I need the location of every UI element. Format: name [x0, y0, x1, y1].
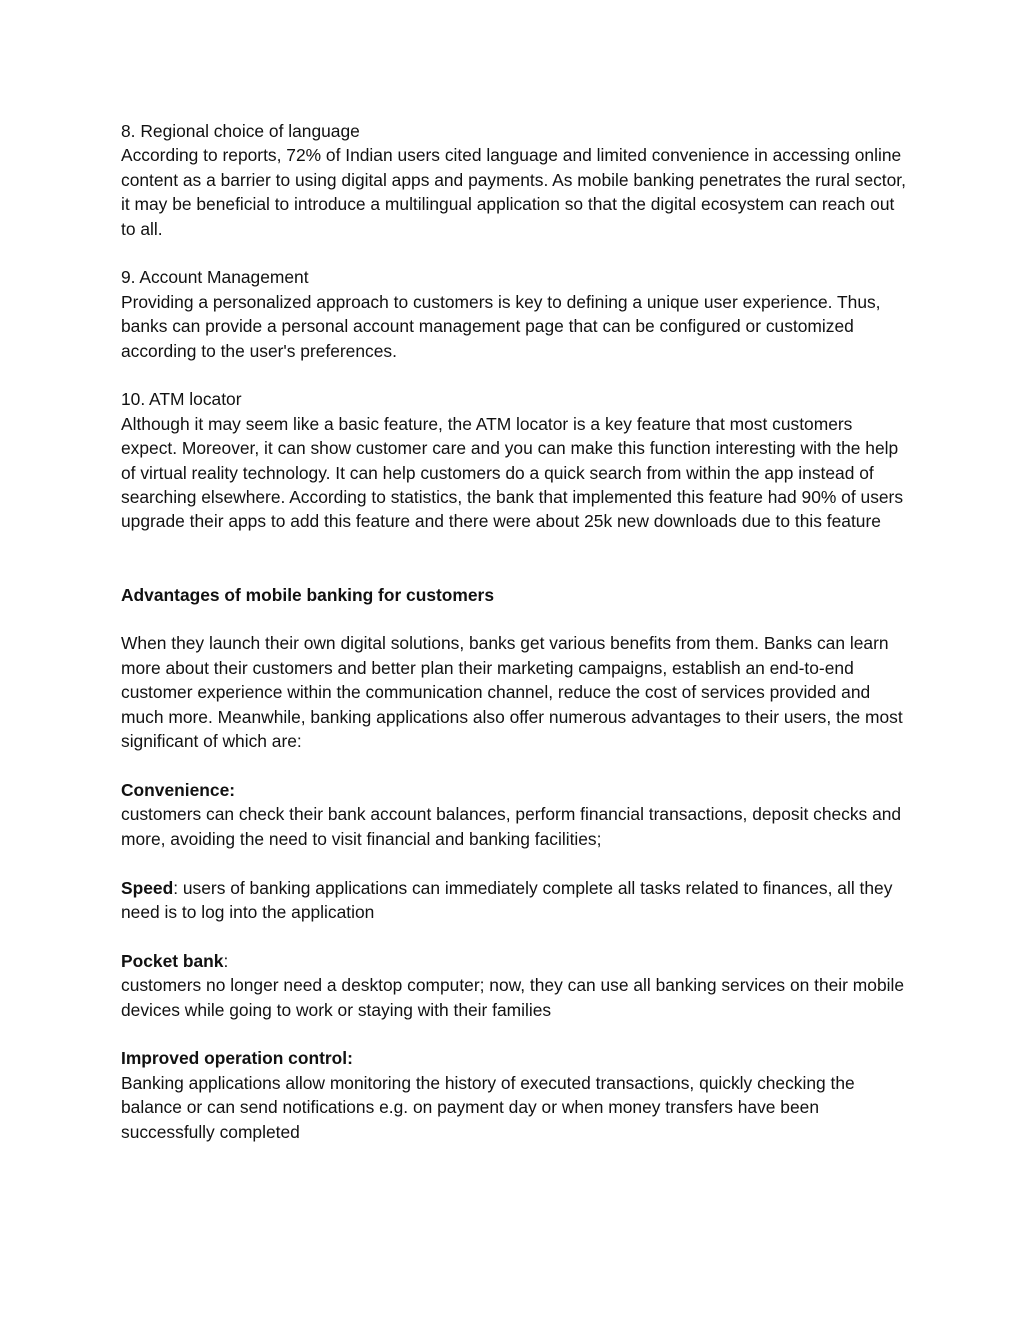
spacer [121, 851, 911, 875]
spacer [121, 363, 911, 387]
pocket-bank-heading [121, 949, 911, 973]
pocket-bank-colon: : [223, 950, 229, 971]
speed-label: Speed [121, 877, 174, 898]
spacer [121, 754, 911, 778]
pocket-bank-label: Pocket bank [121, 950, 224, 971]
section-heading-atm-locator: 10. ATM locator [121, 389, 242, 410]
spacer [121, 924, 911, 948]
pocket-bank-text: customers no longer need a desktop computer; now, they can use all banking services on their mobile devices while going to work or staying with their families [121, 975, 905, 1020]
spacer [121, 241, 911, 265]
advantages-title: Advantages of mobile banking for customers [121, 584, 494, 605]
speed-text: : users of banking applications can immediately complete all tasks related to finances, all they need is to log into the application [121, 877, 893, 922]
section-body-account-management: Providing a personalized approach to customers is key to defining a unique user experience. Thus, banks can provide a personal account management page that can be configured or customized according to the user's preferences. [121, 291, 881, 361]
section-heading-account-management: 9. Account Management [121, 267, 309, 288]
spacer [121, 534, 911, 583]
operation-control-label: Improved operation control: [121, 1048, 353, 1069]
convenience-label: Convenience: [121, 779, 236, 800]
spacer [121, 607, 911, 631]
section-body-regional-language: According to reports, 72% of Indian users cited language and limited convenience in accessing online content as a barrier to using digital apps and payments. As mobile banking penetrates the rural sector, it may be beneficial to introduce a multilingual application so that the digital ecosystem can reach out to all. [121, 145, 906, 239]
speed-paragraph [121, 876, 911, 925]
section-body-atm-locator: Although it may seem like a basic feature, the ATM locator is a key feature that most customers expect. Moreover, it can show customer care and you can make this function interesting with the help of virtual reality technology. It can help customers do a quick search from within the app instead of searching elsewhere. According to statistics, the bank that implemented this feature had 90% of users upgrade their apps to add this feature and there were about 25k new downloads due to this feature [121, 413, 904, 532]
spacer [121, 1022, 911, 1046]
advantages-intro: When they launch their own digital solutions, banks get various benefits from them. Banks can learn more about their customers and better plan their marketing campaigns, establish an end-to-end customer experience within the communication channel, reduce the cost of services provided and much more. Meanwhile, banking applications also offer numerous advantages to their users, the most significant of which are: [121, 633, 903, 752]
operation-control-text: Banking applications allow monitoring the history of executed transactions, quickly checking the balance or can send notifications e.g. on payment day or when money transfers have been successfully completed [121, 1072, 855, 1142]
convenience-text: customers can check their bank account balances, perform financial transactions, deposit checks and more, avoiding the need to visit financial and banking facilities; [121, 804, 902, 849]
section-heading-regional-language: 8. Regional choice of language [121, 121, 360, 141]
document-page [121, 119, 911, 1144]
